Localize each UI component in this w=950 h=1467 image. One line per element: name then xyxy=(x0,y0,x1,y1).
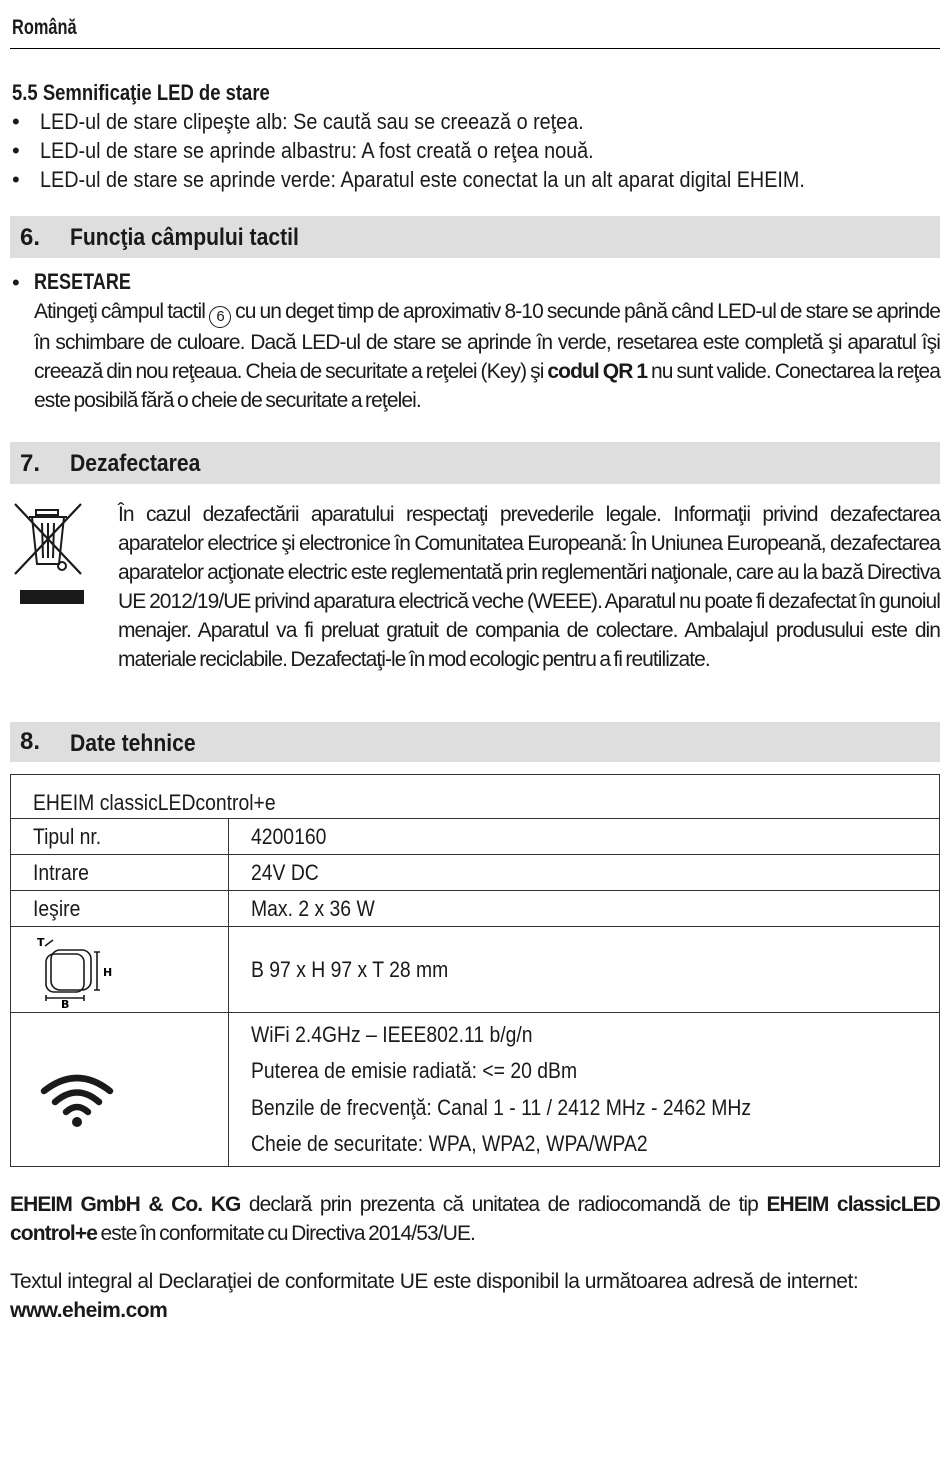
reset-title: RESETARE xyxy=(34,269,131,294)
section-title: Date tehnice xyxy=(70,730,196,757)
product-name: EHEIM classicLED control+e xyxy=(10,1193,940,1245)
declaration-of-conformity: EHEIM GmbH & Co. KG declară prin prezenta că unitatea de radiocomandă de tip EHEIM classicLED control+e este în conformitate cu Directiva 2014/53/UE. xyxy=(10,1193,940,1245)
header-divider xyxy=(10,48,940,49)
wifi-icon xyxy=(39,1069,115,1129)
table-row xyxy=(11,1013,940,1167)
section-8-heading xyxy=(10,722,940,762)
depth-label: T xyxy=(37,935,45,949)
list-item: WiFi 2.4GHz – IEEE802.11 b/g/n xyxy=(251,1021,533,1047)
technical-data-table xyxy=(10,774,940,1167)
table-row xyxy=(11,891,940,927)
table-row xyxy=(11,819,940,855)
declaration-full-text: Textul integral al Declaraţiei de conformitate UE este disponibil la următoarea adresă de internet: www.eheim.com xyxy=(10,1270,859,1322)
table-row xyxy=(11,927,940,1013)
table-row xyxy=(11,775,940,819)
company-name: EHEIM GmbH & Co. KG xyxy=(10,1193,241,1216)
website-link[interactable]: www.eheim.com xyxy=(10,1299,168,1322)
table-row xyxy=(11,855,940,891)
section-title: Dezafectarea xyxy=(70,450,201,477)
row-value: 4200160 xyxy=(251,823,327,849)
list-item: Benzile de frecvenţă: Canal 1 - 11 / 2412 MHz - 2462 MHz xyxy=(251,1094,752,1120)
dimensions-value: B 97 x H 97 x T 28 mm xyxy=(251,956,449,982)
wireless-specs xyxy=(251,1017,917,1163)
section-title: Funcţia câmpului tactil xyxy=(70,224,299,251)
product-name: EHEIM classicLEDcontrol+e xyxy=(33,789,276,815)
dimensions-icon xyxy=(31,932,121,1008)
weee-crossed-bin-icon xyxy=(12,500,84,608)
list-item: • LED-ul de stare se aprinde verde: Aparatul este conectat la un alt aparat digital EHEIM. xyxy=(12,167,805,192)
bullet-icon: • xyxy=(12,270,20,295)
row-value: 24V DC xyxy=(251,859,319,885)
row-label: Ieşire xyxy=(33,895,81,921)
section-7-heading xyxy=(10,442,940,484)
section-5-5-title: 5.5 Semnificaţie LED de stare xyxy=(12,80,270,105)
page-language-header: Română xyxy=(12,16,77,39)
section-number: 8. xyxy=(20,728,41,755)
height-label: H xyxy=(103,965,113,979)
list-item: Cheie de securitate: WPA, WPA2, WPA/WPA2 xyxy=(251,1131,648,1156)
list-item: • LED-ul de stare se aprinde albastru: A fost creată o reţea nouă. xyxy=(12,138,594,163)
row-value: Max. 2 x 36 W xyxy=(251,895,375,921)
row-label: Intrare xyxy=(33,859,89,885)
section-number: 6. xyxy=(20,224,41,251)
touch-field-number-icon: 6 xyxy=(209,306,231,328)
reset-description: Atingeţi câmpul tactil 6 cu un deget timp de aproximativ 8-10 secunde până când LED-ul de stare se aprinde în schimbare de culoare. Dacă LED-ul de stare se aprinde în verde, resetarea este completă şi aparatul îşi creează din nou reţeaua. Cheia de securitate a reţelei (Key) şi codul QR 1 nu sunt valide. Conectarea la reţea este posibilă fără o cheie de securitate a reţelei. xyxy=(34,300,941,412)
section-number: 7. xyxy=(20,450,41,477)
disposal-text: În cazul dezafectării aparatului respectaţi prevederile legale. Informaţii privind dezafectarea aparatelor electrice şi electronice în Comunitatea Europeană: În Uniunea Europeană, dezafectarea aparatelor acţionate electric este reglementată prin reglementări naţionale, care au la bază Directiva UE 2012/19/UE privind aparatura electrică veche (WEEE). Aparatul nu poate fi dezafectat în gunoiul menajer. Aparatul va fi preluat gratuit de compania de colectare. Ambalajul produsului este din materiale reciclabile. Dezafectaţi-le în mod ecologic pentru a fi reutilizate. xyxy=(118,503,940,671)
width-label: B xyxy=(61,997,70,1008)
list-item: Puterea de emisie radiată: <= 20 dBm xyxy=(251,1058,578,1083)
list-item: • LED-ul de stare clipeşte alb: Se caută sau se creează o reţea. xyxy=(12,109,584,134)
row-label: Tipul nr. xyxy=(33,823,102,849)
section-6-heading xyxy=(10,216,940,258)
